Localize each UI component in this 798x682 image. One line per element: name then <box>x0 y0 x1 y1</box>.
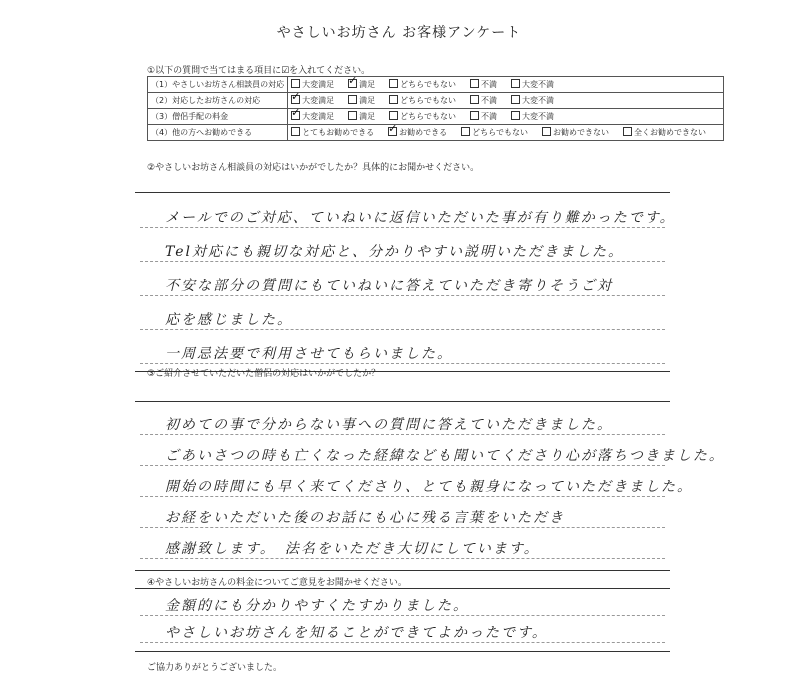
checked-checkbox[interactable] <box>291 111 300 120</box>
checkbox[interactable] <box>511 95 520 104</box>
rating-option-label: どちらでもない <box>400 112 457 121</box>
rating-option[interactable] <box>470 95 497 106</box>
rating-option-label: どちらでもない <box>472 128 529 137</box>
rating-options <box>288 109 724 125</box>
handwritten-line: Tel対応にも親切な対応と、分かりやすい説明いただきました。 <box>165 244 625 260</box>
ruled-line <box>140 434 665 435</box>
rating-option-label: 満足 <box>359 96 376 105</box>
checkbox[interactable] <box>542 127 551 136</box>
rating-option[interactable] <box>389 95 456 106</box>
ruled-line <box>140 527 665 528</box>
rating-question-label: （3）僧侶手配の料金 <box>148 109 288 125</box>
checkbox[interactable] <box>348 95 357 104</box>
rating-option-label: とてもお勧めできる <box>302 128 375 137</box>
rating-row <box>148 93 724 109</box>
q2-answer-box <box>135 192 676 372</box>
handwritten-line: 感謝致します。 法名をいただき大切にしています。 <box>165 541 540 557</box>
rating-option[interactable] <box>623 127 706 138</box>
checkbox[interactable] <box>291 127 300 136</box>
checkbox[interactable] <box>291 79 300 88</box>
checkbox[interactable] <box>470 79 479 88</box>
rating-option-label: 大変不満 <box>522 112 555 121</box>
rating-option[interactable] <box>511 95 554 106</box>
handwritten-line: やさしいお坊さんを知ることができてよかったです。 <box>165 625 548 641</box>
checkbox[interactable] <box>389 111 398 120</box>
rating-option-label: 満足 <box>359 80 376 89</box>
rating-option[interactable] <box>348 79 375 90</box>
rating-question-label: （4）他の方へお勧めできる <box>148 125 288 141</box>
rating-row <box>148 125 724 141</box>
rating-row <box>148 109 724 125</box>
rating-option[interactable] <box>470 111 497 122</box>
ruled-line <box>140 642 665 643</box>
checkbox[interactable] <box>389 79 398 88</box>
rating-option-label: 不満 <box>481 96 498 105</box>
rating-option-label: 全くお勧めできない <box>634 128 707 137</box>
q3-question: ③ご紹介させていただいた僧侶の対応はいかがでしたか？ <box>147 369 381 379</box>
handwritten-line: 金額的にも分かりやすくたすかりました。 <box>165 598 469 614</box>
handwritten-line: 開始の時間にも早く来てくださり、とても親身になっていただきました。 <box>165 479 693 495</box>
rating-option-label: お勧めできない <box>553 128 610 137</box>
survey-title: やさしいお坊さん お客様アンケート <box>276 25 522 41</box>
rating-question-label: （2）対応したお坊さんの対応 <box>148 93 288 109</box>
rating-option-label: 大変満足 <box>302 96 335 105</box>
q4-answer-box <box>135 588 670 652</box>
checked-checkbox[interactable] <box>348 79 357 88</box>
ruled-line <box>140 295 665 296</box>
checkbox[interactable] <box>470 111 479 120</box>
rating-option[interactable] <box>389 79 456 90</box>
checkbox[interactable] <box>511 79 520 88</box>
ruled-line <box>140 227 665 228</box>
rating-option[interactable] <box>470 79 497 90</box>
rating-option-label: 大変不満 <box>522 96 555 105</box>
rating-table <box>147 76 724 141</box>
rating-option[interactable] <box>348 111 375 122</box>
rating-option-label: お勧めできる <box>399 128 448 137</box>
rating-question-label: （1）やさしいお坊さん相談員の対応 <box>148 77 288 93</box>
checked-checkbox[interactable] <box>388 127 397 136</box>
ruled-line <box>140 496 665 497</box>
checkbox[interactable] <box>511 111 520 120</box>
handwritten-line: ごあいさつの時も亡くなった経緯なども聞いてくださり心が落ちつきました。 <box>165 448 725 464</box>
ruled-line <box>140 261 665 262</box>
rating-option-label: 満足 <box>359 112 376 121</box>
closing-text: ご協力ありがとうございました。 <box>147 663 283 673</box>
handwritten-line: お経をいただいた後のお話にも心に残る言葉をいただき <box>165 510 565 526</box>
checked-checkbox[interactable] <box>291 95 300 104</box>
rating-option-label: 大変満足 <box>302 112 335 121</box>
checkbox[interactable] <box>470 95 479 104</box>
handwritten-line: 一周忌法要で利用させてもらいました。 <box>165 346 453 362</box>
handwritten-line: 応を感じました。 <box>165 312 293 328</box>
rating-option-label: 大変不満 <box>522 80 555 89</box>
q1-heading: ①以下の質問で当てはまる項目に☑を入れてください。 <box>147 66 371 76</box>
checkbox[interactable] <box>348 111 357 120</box>
rating-option-label: 不満 <box>481 80 498 89</box>
rating-option[interactable] <box>291 95 334 106</box>
rating-option[interactable] <box>389 111 456 122</box>
q3-answer-box <box>135 401 725 571</box>
ruled-line <box>140 615 665 616</box>
rating-row <box>148 77 724 93</box>
rating-option[interactable] <box>461 127 528 138</box>
rating-option[interactable] <box>542 127 609 138</box>
checkbox[interactable] <box>623 127 632 136</box>
ruled-line <box>140 465 665 466</box>
rating-option-label: どちらでもない <box>400 96 457 105</box>
rating-option-label: 大変満足 <box>302 80 335 89</box>
rating-option[interactable] <box>388 127 447 138</box>
handwritten-line: メールでのご対応、ていねいに返信いただいた事が有り難かったです。 <box>165 210 676 226</box>
rating-option[interactable] <box>291 127 374 138</box>
rating-option-label: どちらでもない <box>400 80 457 89</box>
handwritten-line: 初めての事で分からない事への質問に答えていただきました。 <box>165 417 613 433</box>
rating-options <box>288 93 724 109</box>
checkbox[interactable] <box>461 127 470 136</box>
rating-options <box>288 125 724 141</box>
checkbox[interactable] <box>389 95 398 104</box>
q2-question: ②やさしいお坊さん相談員の対応はいかがでしたか？具体的にお聞かせください。 <box>147 163 480 173</box>
ruled-line <box>140 329 665 330</box>
rating-option[interactable] <box>291 79 334 90</box>
ruled-line <box>140 558 665 559</box>
rating-options <box>288 77 724 93</box>
rating-option-label: 不満 <box>481 112 498 121</box>
rating-option[interactable] <box>348 95 375 106</box>
rating-option[interactable] <box>511 79 554 90</box>
q4-question: ④やさしいお坊さんの料金についてご意見をお聞かせください。 <box>147 578 407 588</box>
rating-option[interactable] <box>291 111 334 122</box>
handwritten-line: 不安な部分の質問にもていねいに答えていただき寄りそうご対 <box>165 278 613 294</box>
ruled-line <box>140 363 665 364</box>
rating-option[interactable] <box>511 111 554 122</box>
